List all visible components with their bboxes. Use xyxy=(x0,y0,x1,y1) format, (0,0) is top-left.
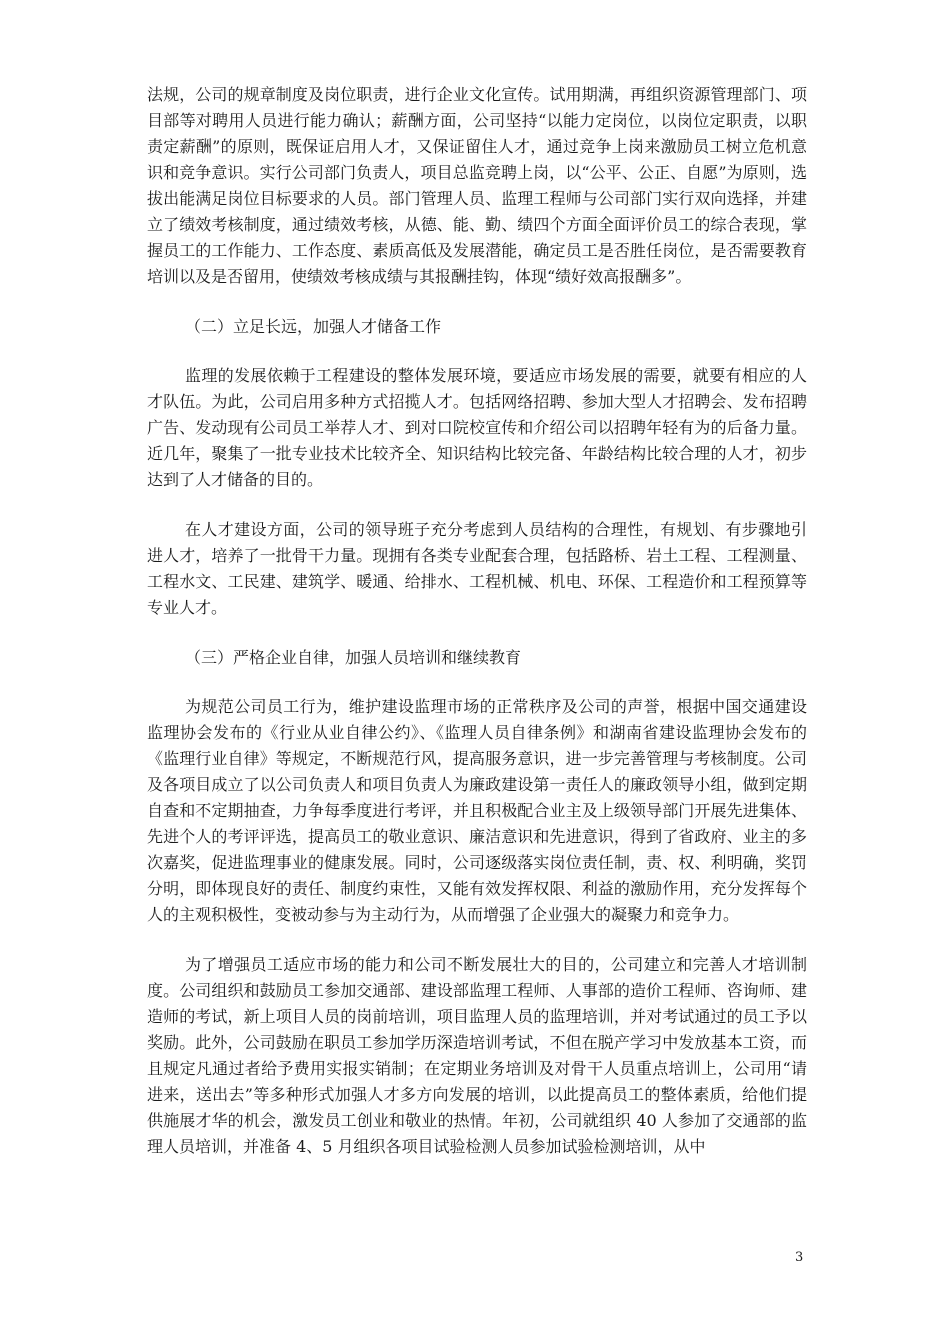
page-number: 3 xyxy=(795,1250,804,1265)
section-heading-talent-reserve: （二）立足长远，加强人才储备工作 xyxy=(185,317,442,336)
paragraph-recruitment: 监理的发展依赖于工程建设的整体发展环境，要适应市场发展的需要，就要有相应的人才队伍。为此，公司启用多种方式招揽人才。包括网络招聘、参加大型人才招聘会、发布招聘广告、发动现有公司员工举荐人才、到对口院校宣传和介绍公司以招聘年轻有为的后备力量。近几年，聚集了一批专业技术比较齐全、知识结构比较完备、年龄结构比较合理的人才，初步达到了人才储备的目的。 xyxy=(147,366,807,489)
document-body xyxy=(147,82,807,1160)
paragraph-hr-policy: 法规，公司的规章制度及岗位职责，进行企业文化宣传。试用期满，再组织资源管理部门、项目部等对聘用人员进行能力确认；薪酬方面，公司坚持“以能力定岗位，以岗位定职责，以职责定薪酬”的原则，既保证启用人才，又保证留住人才，通过竞争上岗来激励员工树立危机意识和竞争意识。实行公司部门负责人，项目总监竞聘上岗，以“公平、公正、自愿”为原则，选拔出能满足岗位目标要求的人员。部门管理人员、监理工程师与公司部门实行双向选择，并建立了绩效考核制度，通过绩效考核，从德、能、勤、绩四个方面全面评价员工的综合表现，掌握员工的工作能力、工作态度、素质高低及发展潜能，确定员工是否胜任岗位，是否需要教育培训以及是否留用，使绩效考核成绩与其报酬挂钩，体现“绩好效高报酬多”。 xyxy=(147,85,807,286)
paragraph-talent-building: 在人才建设方面，公司的领导班子充分考虑到人员结构的合理性，有规划、有步骤地引进人才，培养了一批骨干力量。现拥有各类专业配套合理，包括路桥、岩土工程、工程测量、工程水文、工民建、建筑学、暖通、给排水、工程机械、机电、环保、工程造价和工程预算等专业人才。 xyxy=(147,520,807,617)
paragraph-self-discipline: 为规范公司员工行为，维护建设监理市场的正常秩序及公司的声誉，根据中国交通建设监理协会发布的《行业从业自律公约》、《监理人员自律条例》和湖南省建设监理协会发布的《监理行业自律》等规定，不断规范行风，提高服务意识，进一步完善管理与考核制度。公司及各项目成立了以公司负责人和项目负责人为廉政建设第一责任人的廉政领导小组，做到定期自查和不定期抽查，力争每季度进行考评，并且积极配合业主及上级领导部门开展先进集体、先进个人的考评评选，提高员工的敬业意识、廉洁意识和先进意识，得到了省政府、业主的多次嘉奖，促进监理事业的健康发展。同时，公司逐级落实岗位责任制，责、权、利明确，奖罚分明，即体现良好的责任、制度约束性，又能有效发挥权限、利益的激励作用，充分发挥每个人的主观积极性，变被动参与为主动行为，从而增强了企业强大的凝聚力和竞争力。 xyxy=(147,697,807,924)
paragraph-training: 为了增强员工适应市场的能力和公司不断发展壮大的目的，公司建立和完善人才培训制度。公司组织和鼓励员工参加交通部、建设部监理工程师、人事部的造价工程师、咨询师、建造师的考试，新上项目人员的岗前培训，项目监理人员的监理培训，并对考试通过的员工予以奖励。此外，公司鼓励在职员工参加学历深造培训考试，不但在脱产学习中发放基本工资，而且规定凡通过者给予费用实报实销制；在定期业务培训及对骨干人员重点培训上，公司用“请进来，送出去”等多种形式加强人才多方向发展的培训，以此提高员工的整体素质，给他们提供施展才华的机会，激发员工创业和敬业的热情。年初，公司就组织 40 人参加了交通部的监理人员培训，并准备 4、5 月组织各项目试验检测人员参加试验检测培训，从中 xyxy=(147,955,807,1156)
section-heading-self-discipline: （三）严格企业自律，加强人员培训和继续教育 xyxy=(185,648,522,667)
